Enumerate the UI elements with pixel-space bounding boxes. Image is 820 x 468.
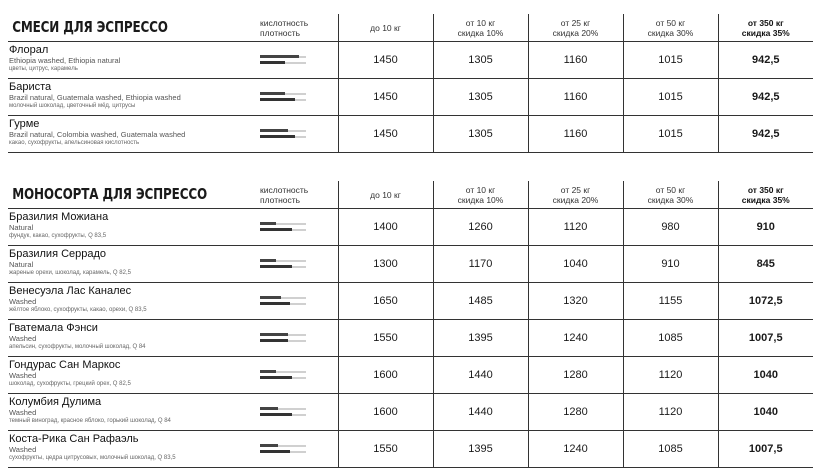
price-value: 1395 [433,320,528,357]
price-value: 1072,5 [718,283,813,320]
price-value: 1040 [528,246,623,283]
coffee-info [8,246,246,283]
acidity-bar-fill [260,129,288,132]
discount-label: скидка 20% [552,27,599,38]
discount-label: скидка 35% [741,194,790,205]
price-value: 1040 [718,357,813,394]
processing-method: Ethiopia washed, Ethiopia natural [9,56,121,65]
body-bar-fill [260,339,288,342]
processing-method: Washed [9,334,37,343]
price-value: 1305 [433,116,528,153]
processing-method: Washed [9,297,37,306]
price-value: 1450 [338,42,433,79]
acidity-bar [260,371,306,373]
profile-bars [246,431,338,468]
body-bar [260,414,306,416]
price-value: 1305 [433,42,528,79]
body-bar [260,99,306,101]
acidity-bar [260,223,306,225]
body-bar-fill [260,228,292,231]
coffee-name: Колумбия Дулима [9,396,102,408]
profile-bars [246,79,338,116]
acidity-bar-fill [260,296,281,299]
body-bar [260,229,306,231]
price-value: 910 [623,246,718,283]
price-value: 1395 [433,431,528,468]
table-row [8,394,813,431]
price-value: 980 [623,209,718,246]
acidity-bar [260,297,306,299]
price-value: 1007,5 [718,431,813,468]
price-value: 1160 [528,116,623,153]
price-value: 1300 [338,246,433,283]
weight-tier-label: от 10 кг [465,17,496,28]
table-row [8,79,813,116]
coffee-info [8,79,246,116]
table-row [8,42,813,79]
table-row [8,283,813,320]
price-value: 942,5 [718,116,813,153]
weight-tier-label: от 350 кг [747,184,784,195]
coffee-name: Гурме [9,118,40,130]
coffee-name: Венесуэла Лас Каналес [9,285,132,297]
discount-label: скидка 20% [552,194,599,205]
coffee-info [8,357,246,394]
price-value: 1260 [433,209,528,246]
coffee-info [8,116,246,153]
discount-label: скидка 30% [647,27,694,38]
table-row [8,431,813,468]
coffee-info [8,209,246,246]
body-bar-fill [260,61,285,64]
profile-bars [246,116,338,153]
profile-bars [246,42,338,79]
price-value: 1007,5 [718,320,813,357]
profile-bars [246,283,338,320]
price-value: 1015 [623,116,718,153]
price-value: 1450 [338,116,433,153]
price-value: 1440 [433,394,528,431]
body-bar [260,340,306,342]
price-value: 1305 [433,79,528,116]
coffee-name: Коста-Рика Сан Рафаэль [9,433,139,445]
price-value: 1160 [528,42,623,79]
price-value: 1400 [338,209,433,246]
price-column-header [433,181,528,209]
price-value: 1600 [338,394,433,431]
flavor-notes: шоколад, сухофрукты, грецкий орех, Q 82,5 [9,381,131,387]
body-bar-fill [260,302,290,305]
discount-label: скидка 30% [647,194,694,205]
acidity-bar [260,445,306,447]
price-value: 1120 [623,357,718,394]
discount-label: скидка 10% [457,194,504,205]
acidity-bar-fill [260,407,278,410]
coffee-info [8,394,246,431]
processing-method: Brazil natural, Guatemala washed, Ethiopia washed [9,93,181,102]
section-title: МОНОСОРТА ДЛЯ ЭСПРЕССО [12,185,208,203]
body-bar-fill [260,98,295,101]
flavor-notes: темный виноград, красное яблоко, горький шоколад, Q 84 [9,418,171,424]
weight-tier-label: от 25 кг [560,184,591,195]
price-value: 1485 [433,283,528,320]
body-bar-fill [260,135,295,138]
profile-bars [246,357,338,394]
price-value: 1240 [528,431,623,468]
coffee-name: Флорал [9,44,49,56]
acidity-bar [260,93,306,95]
price-value: 1450 [338,79,433,116]
price-value: 1085 [623,320,718,357]
processing-method: Natural [9,223,34,232]
price-value: 1280 [528,357,623,394]
acidity-bar [260,408,306,410]
table-row [8,116,813,153]
weight-tier-label: от 350 кг [747,17,784,28]
price-value: 1320 [528,283,623,320]
processing-method: Washed [9,371,37,380]
coffee-name: Гватемала Фэнси [9,322,98,334]
flavor-notes: молочный шоколад, цветочный мёд, цитрусы [9,103,136,109]
body-bar-fill [260,376,292,379]
coffee-name: Бариста [9,81,52,93]
body-label: плотность [260,194,301,205]
price-value: 1170 [433,246,528,283]
price-column-header [433,14,528,42]
price-value: 1120 [623,394,718,431]
price-column-header [718,14,813,42]
weight-tier-label: до 10 кг [370,189,401,200]
coffee-name: Бразилия Можиана [9,211,109,223]
coffee-info [8,320,246,357]
acidity-bar [260,56,306,58]
coffee-name: Бразилия Серрадо [9,248,107,260]
price-value: 1600 [338,357,433,394]
price-column-header [338,181,433,209]
table-row [8,246,813,283]
body-bar-fill [260,265,292,268]
acidity-label: кислотность [260,184,309,195]
flavor-notes: жареные орехи, шоколад, карамель, Q 82,5 [9,270,131,276]
flavor-notes: апельсин, сухофрукты, молочный шоколад, Q 84 [9,344,146,350]
weight-tier-label: от 10 кг [465,184,496,195]
discount-label: скидка 35% [741,27,790,38]
acidity-bar-fill [260,370,276,373]
body-bar [260,303,306,305]
single-origin-espresso-table [8,181,813,468]
acidity-bar-fill [260,55,299,58]
flavor-notes: какао, сухофрукты, апельсиновая кислотность [9,140,140,146]
price-value: 910 [718,209,813,246]
flavor-notes: жёлтое яблоко, сухофрукты, какао, орехи, Q 83,5 [9,307,147,313]
acidity-bar-fill [260,444,278,447]
body-bar [260,377,306,379]
acidity-bar-fill [260,92,285,95]
price-value: 1550 [338,320,433,357]
discount-label: скидка 10% [457,27,504,38]
price-value: 942,5 [718,42,813,79]
table-row [8,320,813,357]
coffee-name: Гондурас Сан Маркос [9,359,121,371]
price-value: 1085 [623,431,718,468]
espresso-blends-table [8,14,813,153]
price-value: 1280 [528,394,623,431]
processing-method: Washed [9,445,37,454]
attributes-header [246,181,338,209]
body-bar [260,266,306,268]
body-bar [260,136,306,138]
weight-tier-label: от 50 кг [655,17,686,28]
price-column-header [623,181,718,209]
price-value: 1120 [528,209,623,246]
body-bar-fill [260,450,290,453]
attributes-header [246,14,338,42]
processing-method: Natural [9,260,34,269]
price-value: 1040 [718,394,813,431]
processing-method: Brazil natural, Colombia washed, Guatemala washed [9,130,186,139]
price-column-header [528,181,623,209]
table-header-row [8,14,813,42]
price-column-header [718,181,813,209]
profile-bars [246,320,338,357]
body-bar [260,62,306,64]
body-bar [260,451,306,453]
flavor-notes: цветы, цитрус, карамель [9,66,78,72]
profile-bars [246,394,338,431]
body-label: плотность [260,27,301,38]
table-row [8,357,813,394]
processing-method: Washed [9,408,37,417]
price-value: 1015 [623,42,718,79]
acidity-label: кислотность [260,17,309,28]
coffee-info [8,431,246,468]
weight-tier-label: от 25 кг [560,17,591,28]
profile-bars [246,209,338,246]
coffee-info [8,283,246,320]
acidity-bar [260,334,306,336]
price-value: 845 [718,246,813,283]
profile-bars [246,246,338,283]
table-row [8,209,813,246]
acidity-bar [260,130,306,132]
acidity-bar-fill [260,333,288,336]
price-column-header [338,14,433,42]
coffee-info [8,42,246,79]
price-value: 942,5 [718,79,813,116]
body-bar-fill [260,413,292,416]
price-value: 1160 [528,79,623,116]
price-value: 1240 [528,320,623,357]
flavor-notes: сухофрукты, цедра цитрусовых, молочный шоколад, Q 83,5 [9,455,176,461]
price-value: 1440 [433,357,528,394]
acidity-bar-fill [260,259,276,262]
price-value: 1015 [623,79,718,116]
acidity-bar [260,260,306,262]
price-value: 1650 [338,283,433,320]
weight-tier-label: до 10 кг [370,22,401,33]
flavor-notes: фундук, какао, сухофрукты, Q 83,5 [9,233,107,239]
price-value: 1155 [623,283,718,320]
acidity-bar-fill [260,222,276,225]
table-header-row [8,181,813,209]
price-value: 1550 [338,431,433,468]
price-column-header [623,14,718,42]
weight-tier-label: от 50 кг [655,184,686,195]
price-column-header [528,14,623,42]
section-title: СМЕСИ ДЛЯ ЭСПРЕССО [12,18,168,36]
